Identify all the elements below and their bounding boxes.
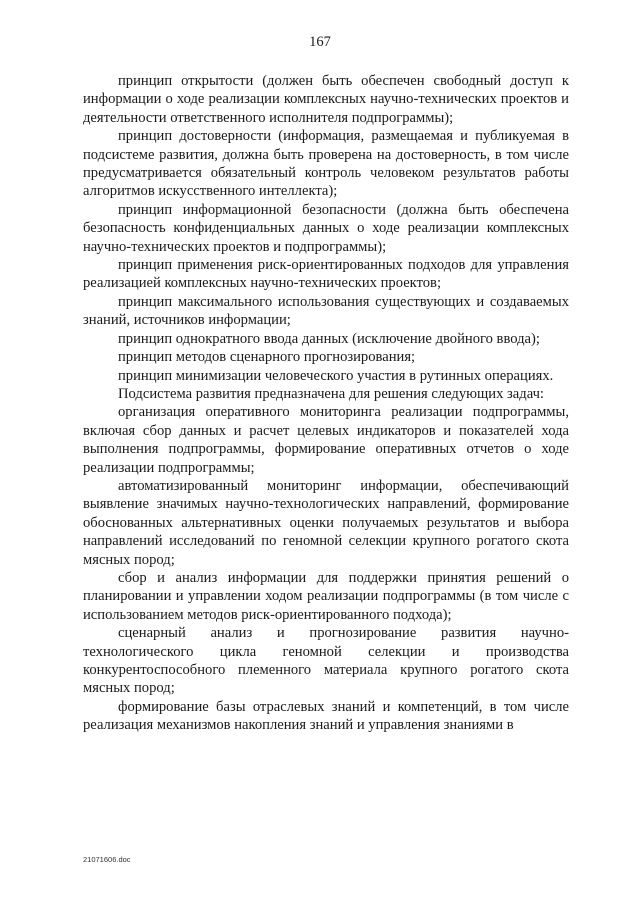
paragraph-principle-min-human: принцип минимизации человеческого участия в рутинных операциях. [118,367,554,384]
document-body [83,72,569,735]
paragraph-principle-security: принцип информационной безопасности (должна быть обеспечена безопасность конфиденциальных данных о ходе реализации комплексных научно-технических проектов и подпрограммы); [83,201,569,255]
paragraph-tasks-intro: Подсистема развития предназначена для решения следующих задач: [118,385,544,402]
paragraph-principle-max-knowledge: принцип максимального использования существующих и создаваемых знаний, источников информации; [83,293,569,329]
paragraph-principle-single-entry: принцип однократного ввода данных (исключение двойного ввода); [118,330,540,347]
paragraph-principle-scenario: принцип методов сценарного прогнозирования; [118,349,416,366]
paragraph-principle-risk-approach: принцип применения риск-ориентированных подходов для управления реализацией комплексных научно-технических проектов; [83,257,569,292]
paragraph-principle-openness: принцип открытости (должен быть обеспечен свободный доступ к информации о ходе реализации комплексных научно-технических проектов и деятельности ответственного исполнителя подпрограммы); [83,73,569,126]
paragraph-task-decision-support: сбор и анализ информации для поддержки принятия решений о планировании и управлении ходом реализации подпрограммы (в том числе с использованием методов риск-ориентированного подхода); [83,569,569,623]
paragraph-task-automated-monitoring: автоматизированный мониторинг информации, обеспечивающий выявление значимых научно-технологических направлений, формирование обоснованных альтернативных оценки получаемых результатов и выбора направлений исследований по геномной селекции крупного рогатого скота мясных пород; [83,477,569,568]
document-file-code: 21071606.doc [83,855,131,864]
paragraph-task-scenario-analysis: сценарный анализ и прогнозирование развития научно-технологического цикла геномной селекции и производства конкурентоспособного племенного материала крупного рогатого скота мясных пород; [83,625,569,697]
paragraph-task-monitoring: организация оперативного мониторинга реализации подпрограммы, включая сбор данных и расчет целевых индикаторов и показателей хода выполнения подпрограммы, формирование оперативных отчетов о ходе реализации подпрограммы; [83,404,569,476]
paragraph-principle-reliability: принцип достоверности (информация, размещаемая и публикуемая в подсистеме развития, должна быть проверена на достоверность, в том числе предусматривается обязательный контроль человеком результатов работы алгоритмов искусственного интеллекта); [83,128,569,200]
page-number: 167 [309,34,331,50]
paragraph-task-knowledge-base: формирование базы отраслевых знаний и компетенций, в том числе реализация механизмов накопления знаний и управления знаниями в [83,698,569,734]
